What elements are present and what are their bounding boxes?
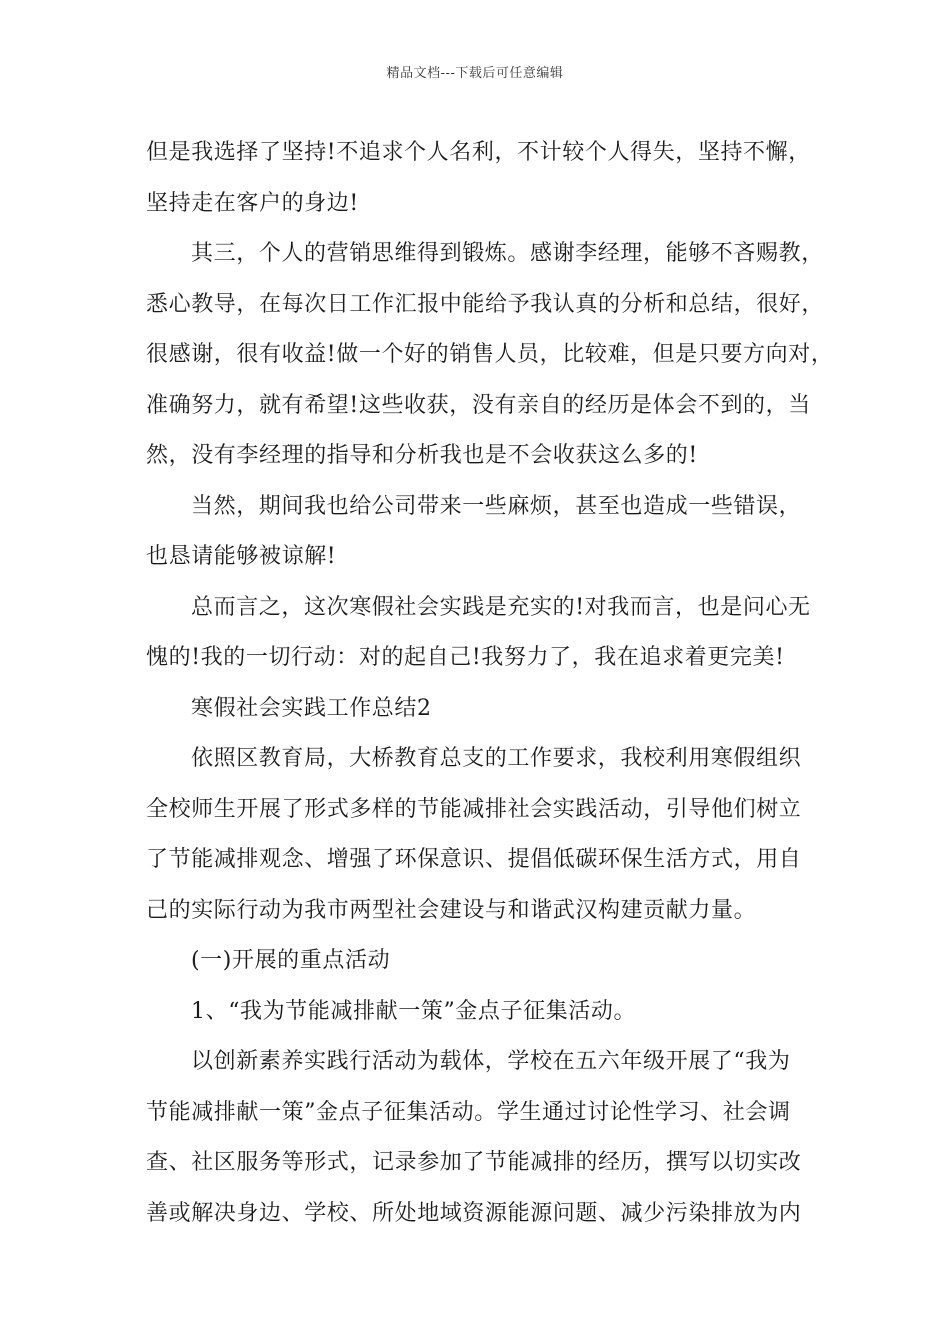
text-line: 依照区教育局，大桥教育总支的工作要求，我校利用寒假组织 [191, 746, 802, 771]
paragraph-activity [146, 1037, 816, 1239]
text-line: 坚持走在客户的身边! [146, 190, 359, 216]
text-line: 1、“我为节能减排献一策”金点子征集活动。 [191, 998, 637, 1024]
text-line: 准确努力，就有希望!这些收获，没有亲自的经历是体会不到的，当 [146, 392, 811, 418]
text-line: 很感谢，很有收益!做一个好的销售人员，比较难，但是只要方向对， [146, 342, 834, 367]
text-line: (一)开展的重点活动 [191, 948, 391, 973]
text-line: 当然，期间我也给公司带来一些麻烦，甚至也造成一些错误， [191, 493, 802, 519]
document-body [146, 128, 834, 1239]
paragraph-continuation [146, 128, 816, 229]
text-line: 全校师生开展了形式多样的节能减排社会实践活动，引导他们树立 [146, 796, 802, 822]
list-item-heading [146, 987, 816, 1038]
paragraph-intro [146, 734, 816, 936]
text-line: 然，没有李经理的指导和分析我也是不会收获这么多的! [146, 443, 698, 468]
paragraph-conclusion [146, 583, 816, 684]
text-line: 寒假社会实践工作总结2 [191, 695, 432, 721]
text-line: 但是我选择了坚持!不追求个人名利，不计较个人得失，坚持不懈， [146, 140, 811, 165]
text-line: 善或解决身边、学校、所处地域资源能源问题、减少污染排放为内 [146, 1200, 802, 1226]
text-line: 以创新素养实践行活动为载体，学校在五六年级开展了“我为 [191, 1049, 791, 1074]
text-line: 查、社区服务等形式，记录参加了节能减排的经历，撰写以切实改 [146, 1150, 802, 1175]
section-heading [146, 684, 816, 735]
text-line: 己的实际行动为我市两型社会建设与和谐武汉构建贡献力量。 [146, 897, 757, 923]
text-line: 总而言之，这次寒假社会实践是充实的!对我而言，也是问心无 [191, 594, 811, 620]
text-line: 也恳请能够被谅解! [146, 544, 337, 569]
text-line: 其三，个人的营销思维得到锻炼。感谢李经理，能够不吝赐教， [191, 241, 824, 266]
paragraph-apology [146, 482, 816, 583]
subsection-heading [146, 936, 816, 987]
text-line: 了节能减排观念、增强了环保意识、提倡低碳环保生活方式，用自 [146, 847, 802, 872]
text-line: 愧的!我的一切行动：对的起自己!我努力了，我在追求着更完美! [146, 645, 785, 670]
page-header: 精品文档---下载后可任意编辑 [386, 66, 564, 81]
text-line: 悉心教导，在每次日工作汇报中能给予我认真的分析和总结，很好， [146, 291, 825, 317]
text-line: 节能减排献一策”金点子征集活动。学生通过讨论性学习、社会调 [146, 1099, 791, 1125]
paragraph-marketing-skills [146, 229, 834, 482]
